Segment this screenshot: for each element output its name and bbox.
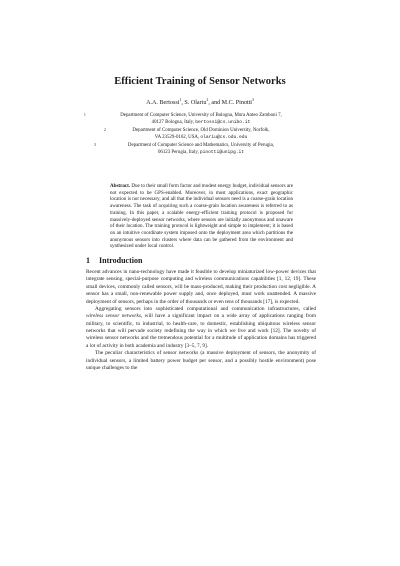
paragraph-text: , will have a significant impact on a wide array of applications ranging from military, to scientific, to industrial, to health-care, to domestic, establishing ubiquitous wireless sensor networks that will pervade society redefining the way in which we live and work [12]. The novelty of wireless sensor networks and the tremendous potential for a multitude of application domains has triggered a lot of activity in both academia and industry [3–5, 7, 9]. xyxy=(86,313,316,349)
affiliation-line xyxy=(90,150,312,157)
affiliation-line xyxy=(90,120,312,127)
paper-title: Efficient Training of Sensor Networks xyxy=(114,76,286,87)
affiliation-number: 2 xyxy=(104,128,106,132)
email-link[interactable]: bertossi@cs.unibo.it xyxy=(195,119,251,125)
abstract-text: Due to their small form factor and modest energy budget, individual sensors are not expected to be GPS-enabled. Moreover, in most applications, exact geographic location is not necessary, and all that the individual sensors need is a coarse-grain location awareness. The task of acquiring such a coarse-grain location awareness is referred to as training. In this paper, a scalable energy-efficient training protocol is proposed for massively-deployed sensor networks, where sensors are initially anonymous and unaware of their location. The training protocol is lightweight and simple to implement; it is based on an intuitive coordinate system imposed onto the deployment area which partitions the anonymous sensors into clusters where data can be gathered from the environment and synthesized under local control. xyxy=(110,183,293,250)
affiliation-line: Department of Computer Science, University of Bologna, Mura Anteo Zamboni 7, xyxy=(120,113,282,118)
affiliation-line xyxy=(90,135,312,142)
affiliation-number: 3 xyxy=(94,143,96,147)
author-affiliation-mark: 1 xyxy=(179,98,182,102)
author-name: A.A. Bertossi xyxy=(146,100,180,107)
section-number: 1 xyxy=(86,256,90,265)
affiliation-number: 1 xyxy=(84,113,86,117)
email-link[interactable]: olariu@cs.odu.edu xyxy=(200,134,248,140)
paragraph: Recent advances in nano-technology have made it feasible to develop miniaturized low-power devices that integrate sensing, special-purpose computing and wireless communications capabilities [1, 12, 19]. These small devices, commonly called sensors, will be mass-produced, making their production cost negligible. A sensor has a small, non-renewable power supply and, once deployed, must work unattended. A massive deployment of sensors, perhaps in the order of thousands or even tens of thousands [17], is expected. xyxy=(86,269,316,305)
affiliation-2 xyxy=(90,128,312,141)
affiliation-line: Department of Computer Science and Mathematics, University of Perugia, xyxy=(127,143,275,148)
paragraph xyxy=(86,306,316,350)
section-title: Introduction xyxy=(99,256,143,265)
author-name: , and M.C. Pinotti xyxy=(208,100,252,107)
body-text xyxy=(86,269,316,372)
affiliation-address: 40127 Bologna, Italy, xyxy=(151,119,196,125)
affiliation-line: Department of Computer Science, Old Dominion University, Norfolk, xyxy=(132,128,270,133)
emphasis-term: wireless sensor networks xyxy=(86,313,141,320)
author-affiliation-mark: 2 xyxy=(206,98,209,102)
abstract xyxy=(110,183,293,250)
affiliation-address: VA 23529-0162, USA, xyxy=(154,134,201,140)
affiliation-1 xyxy=(84,113,312,126)
paragraph-text: Aggregating sensors into sophisticated computational and communication infrastructures, called xyxy=(95,305,316,312)
email-link[interactable]: pinotti@unipg.it xyxy=(199,149,245,155)
section-heading xyxy=(86,256,142,265)
author-affiliation-mark: 3 xyxy=(252,98,254,102)
author-list xyxy=(0,100,400,106)
author-name: , S. Olariu xyxy=(181,100,207,107)
paragraph: The peculiar characteristics of sensor networks (a massive deployment of sensors, the anonymity of individual sensors, a limited battery power budget per sensor, and a possibly hostile environment) pose unique challenges to the xyxy=(86,350,316,371)
affiliation-address: 06123 Perugia, Italy, xyxy=(157,149,200,155)
affiliation-3 xyxy=(90,143,312,156)
abstract-label: Abstract. xyxy=(110,183,131,189)
